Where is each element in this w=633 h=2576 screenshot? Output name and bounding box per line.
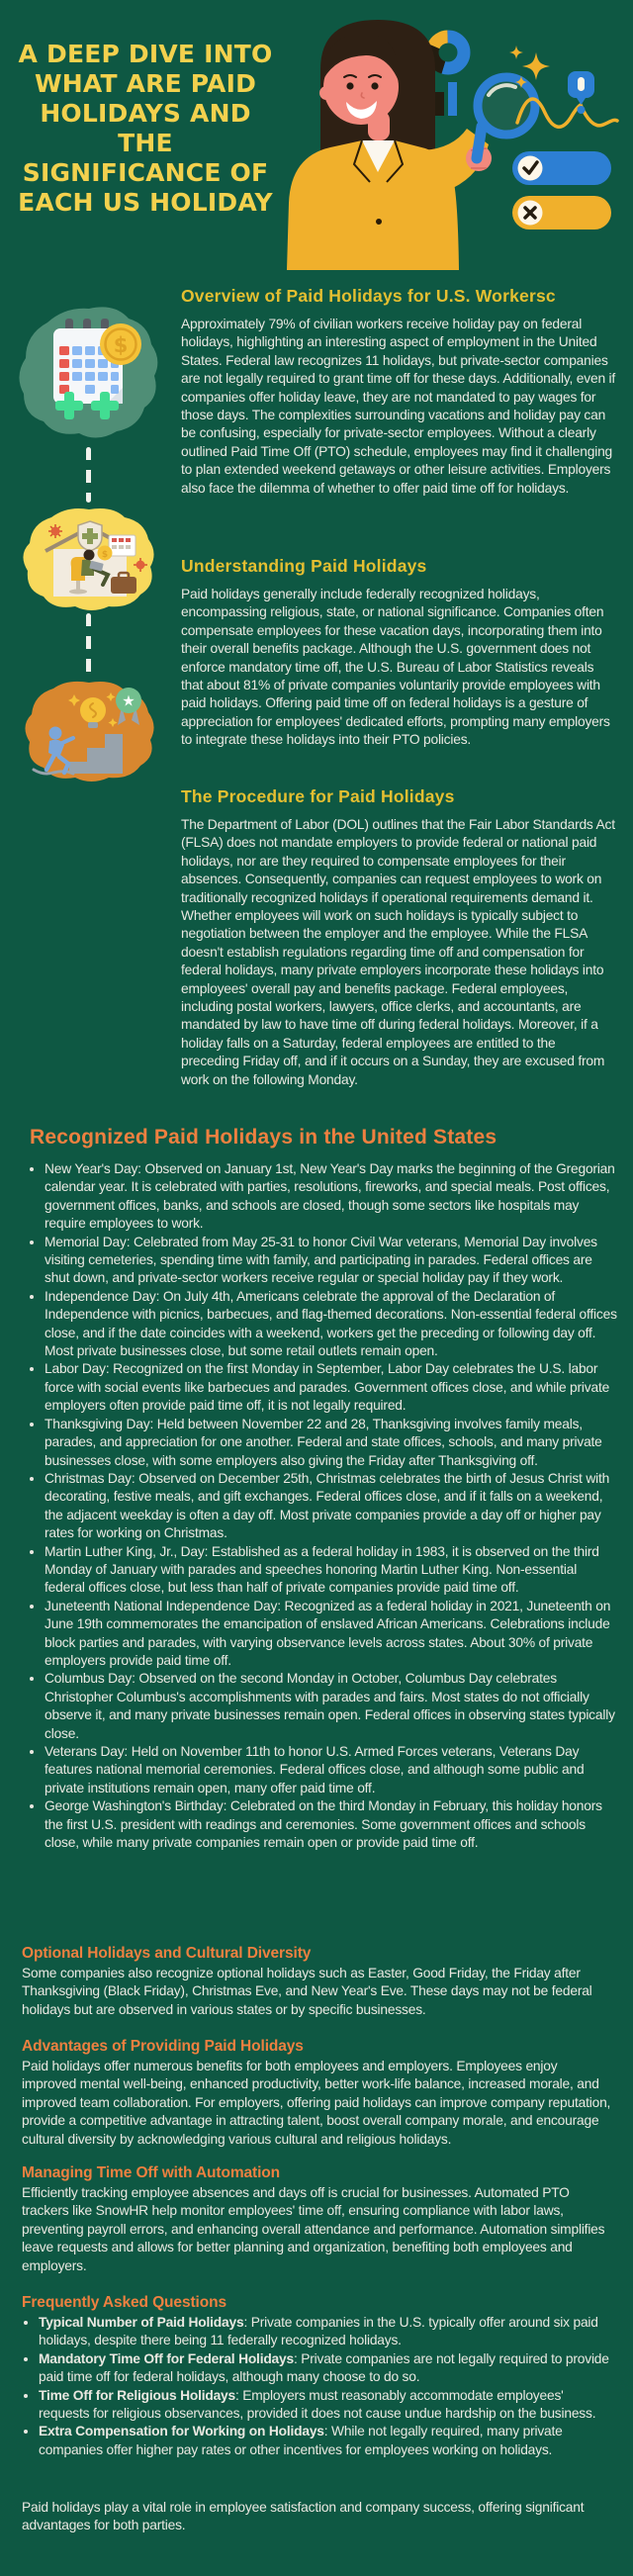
section-understanding <box>181 556 616 750</box>
holiday-list <box>28 1160 617 1852</box>
svg-text:$: $ <box>101 550 109 560</box>
woman-magnifier-illustration <box>277 0 633 287</box>
timeline-connector <box>86 447 91 503</box>
section-automation <box>22 2164 615 2275</box>
closing-paragraph: Paid holidays play a vital role in employee satisfaction and company success, offering significant advantages for both parties. <box>22 2500 585 2533</box>
faq-text: : Employers must reasonably accommodate employees' requests for religious observances, provided it does not cause undue hardship on the business. <box>39 2387 596 2422</box>
list-item: • Christmas Day: Observed on December 25th, Christmas celebrates the birth of Jesus Christ with decorating, festive meals, and gift exchanges. Federal offices close, and if it falls on a weekend, the adjacent weekday is often a day off. Most private companies provide a day off or higher pay rates for working on Christmas. <box>45 1470 617 1543</box>
list-item: • Veterans Day: Held on November 11th to honor U.S. Armed Forces veterans, Veterans Day features national memorial ceremonies. Federal offices close, and although some public and private institutions remain open, many offer paid time off. <box>45 1743 617 1797</box>
list-item <box>39 2387 615 2424</box>
timeline-connector <box>86 613 91 675</box>
list-item: • Labor Day: Recognized on the first Monday in September, Labor Day celebrates the U.S. labor force with social events like barbecues and parades. Government offices close, and while private employers often provide paid time off, it is not legally required. <box>45 1360 617 1415</box>
steps-to-lightbulb-icon <box>22 679 156 782</box>
faq-heading: Frequently Asked Questions <box>22 2294 226 2311</box>
faq-text: : While not legally required, many private companies offer higher pay rates or other incentives for employees working on holidays. <box>39 2424 563 2457</box>
section-body: Paid holidays generally include federally recognized holidays, encompassing religious, state, or national significance. Companies often compensate employees for these vacation days, incorporating them into their overall benefits package. Although the U.S. government does not enforce mandatory time off, the U.S. Bureau of Labor Statistics reveals that about 81% of private companies voluntarily provide employees with paid holidays. Offering paid time off on federal holidays is a gesture of appreciation for employees' dedicated efforts, prompting many employers to integrate these holidays into their PTO policies. <box>181 587 610 748</box>
subsection-body: Some companies also recognize optional holidays such as Easter, Good Friday, the Friday after Thanksgiving (Black Friday), Christmas Eve, and New Year's Eve. These days may not be federal holidays but are observed in various states or by specific businesses. <box>22 1966 592 2017</box>
list-item: • New Year's Day: Observed on January 1st, New Year's Day marks the beginning of the Gregorian calendar year. It is celebrated with parties, resolutions, fireworks, and special meals. Post offices, government offices, banks, and schools are closed, though some sectors like hospitals may require employees to work. <box>45 1160 617 1234</box>
list-item: • Independence Day: On July 4th, Americans celebrate the approval of the Declaration of Independence with picnics, barbecues, and flag-themed decorations. Non-essential federal offices close, and if the date coincides with a weekend, workers get the preceding or following day off. Most private businesses close, but some retail outlets remain open. <box>45 1288 617 1361</box>
list-item: • George Washington's Birthday: Celebrated on the third Monday in February, this holiday honors the first U.S. president with readings and ceremonies. Some government offices and schools close, while many private companies remain open or provide paid time off. <box>45 1797 617 1852</box>
faq-label: Mandatory Time Off for Federal Holidays <box>39 2350 294 2366</box>
checkmark-toggle <box>512 151 611 185</box>
faq-label: Typical Number of Paid Holidays <box>39 2315 244 2330</box>
page-title: A DEEP DIVE INTO WHAT ARE PAID HOLIDAYS AND THE SIGNIFICANCE OF EACH US HOLIDAY <box>18 40 273 217</box>
faq-text: : Private companies in the U.S. typically offer around six paid holidays, despite there being 11 federally recognized holidays. <box>39 2315 598 2348</box>
section-advantages <box>22 2038 615 2149</box>
faq-label: Extra Compensation for Working on Holidays <box>39 2424 324 2439</box>
list-item: • Memorial Day: Celebrated from May 25-31 to honor Civil War veterans, Memorial Day involves visiting cemeteries, spending time with family, and participating in parades. Federal offices are shut down, and private-sector workers receive regular or special holiday pay if they work. <box>45 1234 617 1288</box>
section-heading: Understanding Paid Holidays <box>181 556 427 576</box>
section-faq <box>22 2294 615 2459</box>
section-heading: The Procedure for Paid Holidays <box>181 786 455 806</box>
section-procedure <box>181 786 616 1089</box>
calendar-coin-icon <box>18 303 160 445</box>
section-heading: Overview of Paid Holidays for U.S. Workersc <box>181 286 556 306</box>
list-item <box>39 2423 615 2459</box>
svg-text:★: ★ <box>122 691 136 710</box>
list-item <box>39 2350 615 2387</box>
faq-text: : Private companies are not legally required to provide paid time off for federal holidays, although many choose to do so. <box>39 2350 609 2385</box>
list-item: • Martin Luther King, Jr., Day: Established as a federal holiday in 1983, it is observed on the third Monday of January with parades and speeches honoring Martin Luther King. Non-essential federal offices close, but less than half of private companies provide paid time off. <box>45 1543 617 1598</box>
section-body: The Department of Labor (DOL) outlines that the Fair Labor Standards Act (FLSA) does not mandate employers to provide federal or national paid holidays, nor are they required to compensate employees for their absences. Consequently, companies can request employees to work on traditionally recognized holidays if operational requirements demand it. Whether employees will work on such holidays is typically subject to negotiation between the employer and the employee. While the FLSA doesn't establish regulations regarding time off and compensation for federal holidays, many private employers incorporate these holidays into employees' overall pay and benefits package. Federal employees, including postal workers, lawyers, office clerks, and accountants, are mandated by law to have time off during federal holidays. Moreover, if a holiday falls on a Saturday, federal employees are entitled to the preceding Friday off, and if it occurs on a Sunday, they are excused from work on the following Monday. <box>181 817 615 1087</box>
subsection-heading: Advantages of Providing Paid Holidays <box>22 2038 304 2055</box>
faq-list <box>22 2314 615 2459</box>
section-body: Approximately 79% of civilian workers receive holiday pay on federal holidays, highlighting an interesting aspect of employment in the United States. Federal law recognizes 11 holidays, but private-sector companies are not legally required to grant time off for these days. Additionally, even if companies offer holiday leave, they are not mandated to pay wages for those days. The complexities surrounding vacations and holiday pay can be confusing, especially for private-sector employees. Without a clearly outlined Paid Time Off (PTO) schedule, employees may find it challenging to plan extended weekend getaways or other leisure activities. Employers also face the dilemma of whether to offer paid time off for holidays. <box>181 317 616 496</box>
faq-label: Time Off for Religious Holidays <box>39 2387 235 2403</box>
subsection-heading: Managing Time Off with Automation <box>22 2164 281 2181</box>
subsection-heading: Optional Holidays and Cultural Diversity <box>22 1945 312 1962</box>
holidays-heading: Recognized Paid Holidays in the United States <box>30 1126 497 1149</box>
list-item: • Columbus Day: Observed on the second Monday in October, Columbus Day celebrates Christopher Columbus's accomplishments with parades and fairs. Most states do not officially observe it, and many private businesses remain open. Federal offices in observing states typically close. <box>45 1670 617 1743</box>
svg-text:$: $ <box>113 333 129 357</box>
remote-work-home-icon <box>20 506 158 610</box>
x-toggle <box>512 196 611 230</box>
list-item: • Juneteenth National Independence Day: Recognized as a federal holiday in 2021, Juneteenth on June 19th commemorates the emancipation of enslaved African Americans. Celebrations include block parties and parades, with varying observance levels across states. About 30% of private employers provide paid time off. <box>45 1598 617 1671</box>
section-optional-holidays <box>22 1945 615 2019</box>
subsection-body: Paid holidays offer numerous benefits for both employees and employers. Employees enjoy improved mental well-being, enhanced productivity, better work-life balance, increased morale, and improved team collaboration. For employers, offering paid holidays can improve company reputation, provide a competitive advantage in attracting talent, boost overall company morale, and encourage cultural diversity by acknowledging various cultural and religious holidays. <box>22 2059 611 2147</box>
section-recognized-holidays <box>28 1126 617 1852</box>
list-item <box>39 2314 615 2350</box>
section-overview <box>181 286 616 498</box>
subsection-body: Efficiently tracking employee absences and days off is crucial for businesses. Automated PTO trackers like SnowHR help monitor employees' time off, ensuring compliance with labor laws, preventing payroll errors, and enhancing overall attendance and performance. Automation simplifies leave requests and allows for better planning and organization, benefiting both employees and employers. <box>22 2185 605 2273</box>
list-item: • Thanksgiving Day: Held between November 22 and 28, Thanksgiving involves family meals, parades, and appreciation for one another. Federal and state offices, schools, and many private businesses close, with some employers also giving the Friday after Thanksgiving off. <box>45 1416 617 1470</box>
